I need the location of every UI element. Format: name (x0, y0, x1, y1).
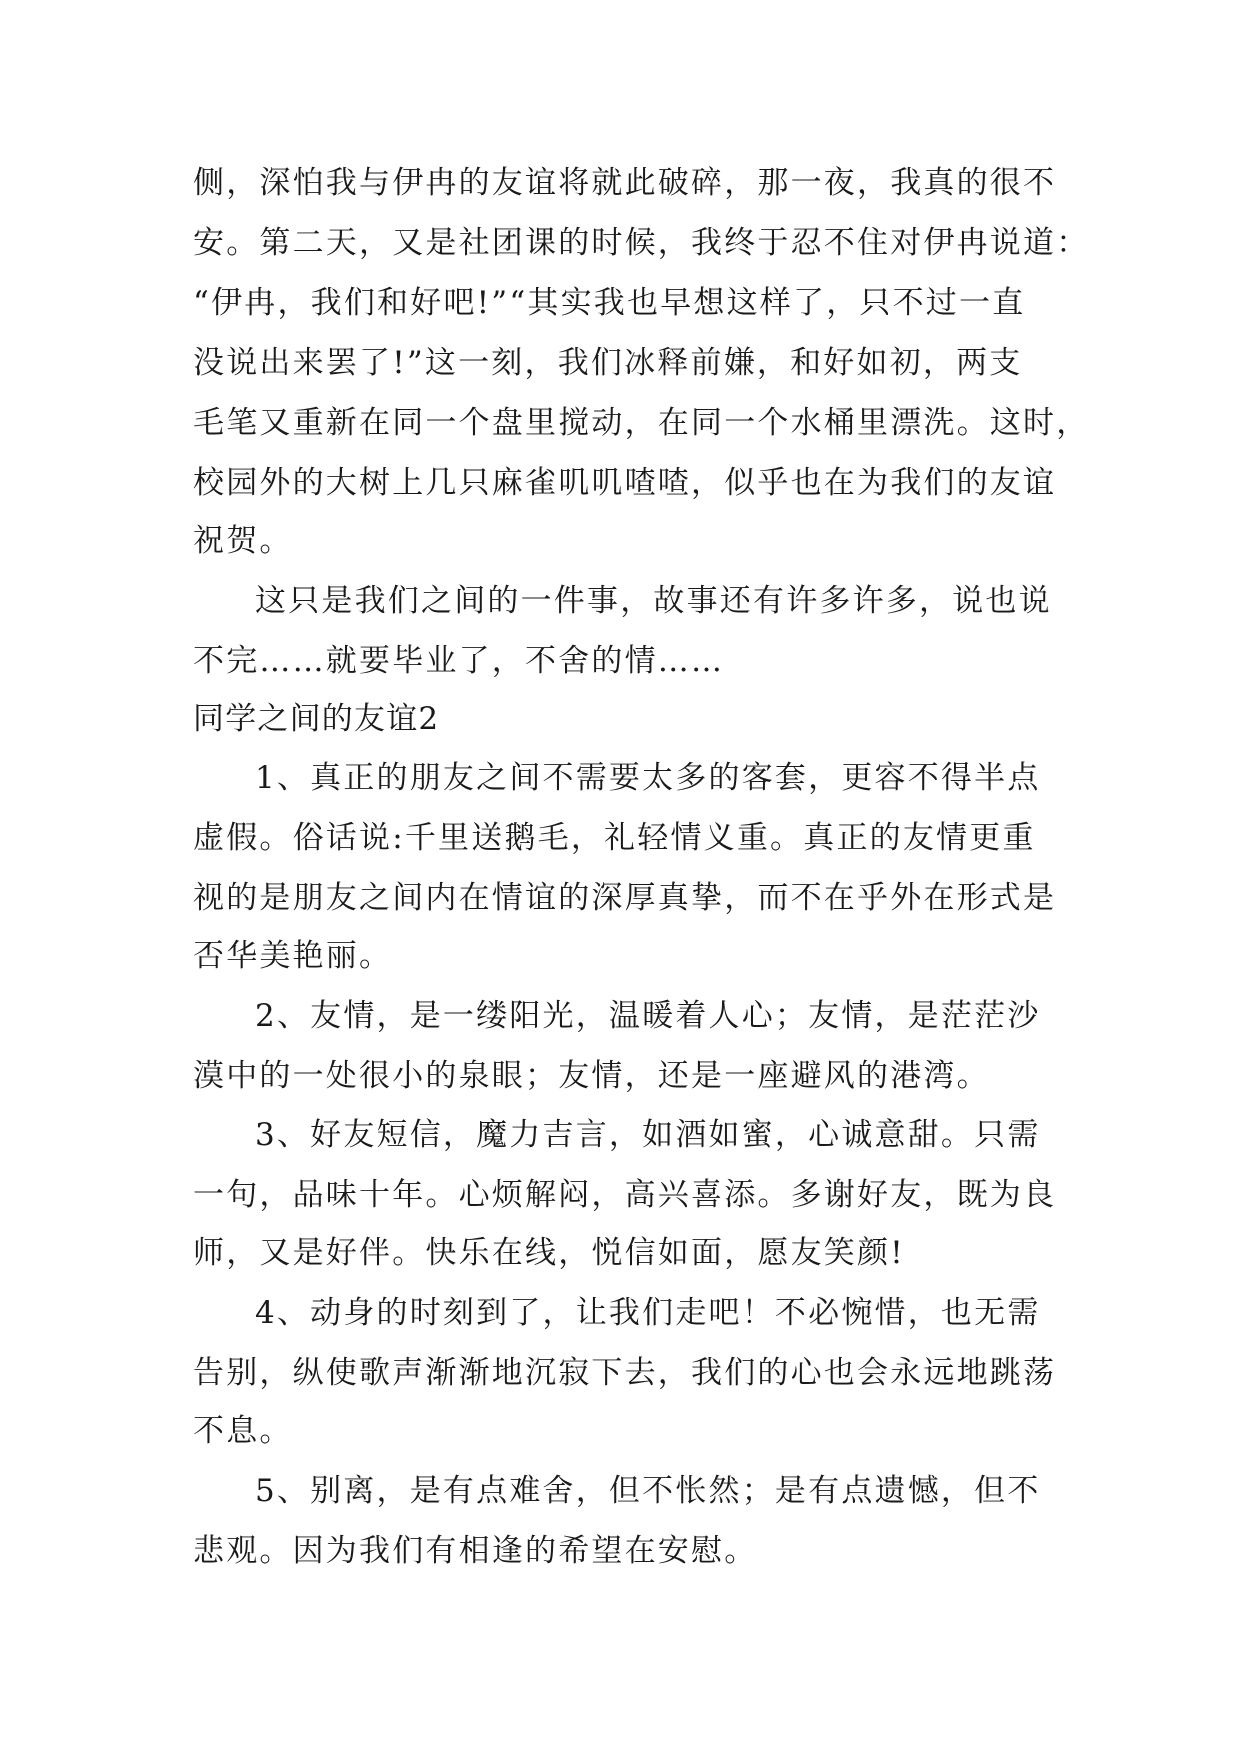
paragraph-line: 毛笔又重新在同一个盘里搅动，在同一个水桶里漂洗。这时， (193, 405, 1090, 441)
paragraph-line: 这只是我们之间的一件事，故事还有许多许多，说也说 (255, 583, 1052, 619)
paragraph-line: 安。第二天，又是社团课的时候，我终于忍不住对伊冉说道： (193, 225, 1090, 261)
section-heading: 同学之间的友谊2 (193, 701, 440, 737)
paragraph-line: 师，又是好伴。快乐在线，悦信如面，愿友笑颜! (193, 1235, 905, 1271)
paragraph-line: 不完……就要毕业了，不舍的情…… (193, 643, 725, 679)
paragraph-line: 视的是朋友之间内在情谊的深厚真挚，而不在乎外在形式是 (193, 880, 1057, 916)
paragraph-line: 祝贺。 (193, 523, 293, 559)
paragraph-line: 1、真正的朋友之间不需要太多的客套，更容不得半点 (255, 760, 1041, 796)
paragraph-line: 漠中的一处很小的泉眼；友情，还是一座避风的港湾。 (193, 1058, 990, 1094)
paragraph-line: 不息。 (193, 1413, 293, 1449)
paragraph-line: 侧，深怕我与伊冉的友谊将就此破碎，那一夜，我真的很不 (193, 165, 1057, 201)
paragraph-line: 2、友情，是一缕阳光，温暖着人心；友情，是茫茫沙 (255, 998, 1041, 1034)
paragraph-line: 悲观。因为我们有相逢的希望在安慰。 (193, 1533, 758, 1569)
paragraph-line: 没说出来罢了!”这一刻，我们冰释前嫌，和好如初，两支 (193, 345, 1023, 381)
paragraph-line: 4、动身的时刻到了，让我们走吧！不必惋惜，也无需 (255, 1295, 1041, 1331)
paragraph-line: 校园外的大树上几只麻雀叽叽喳喳，似乎也在为我们的友谊 (193, 465, 1057, 501)
paragraph-line: 3、好友短信，魔力吉言，如酒如蜜，心诚意甜。只需 (255, 1117, 1041, 1153)
paragraph-line: 虚假。俗话说:千里送鹅毛，礼轻情义重。真正的友情更重 (193, 820, 1036, 856)
paragraph-line: 否华美艳丽。 (193, 938, 393, 974)
paragraph-line: 一句，品味十年。心烦解闷，高兴喜添。多谢好友，既为良 (193, 1177, 1057, 1213)
paragraph-line: 5、别离，是有点难舍，但不怅然；是有点遗憾，但不 (255, 1473, 1041, 1509)
paragraph-line: 告别，纵使歌声渐渐地沉寂下去，我们的心也会永远地跳荡 (193, 1355, 1057, 1391)
paragraph-line: “伊冉，我们和好吧!”“其实我也早想这样了，只不过一直 (193, 285, 1026, 321)
